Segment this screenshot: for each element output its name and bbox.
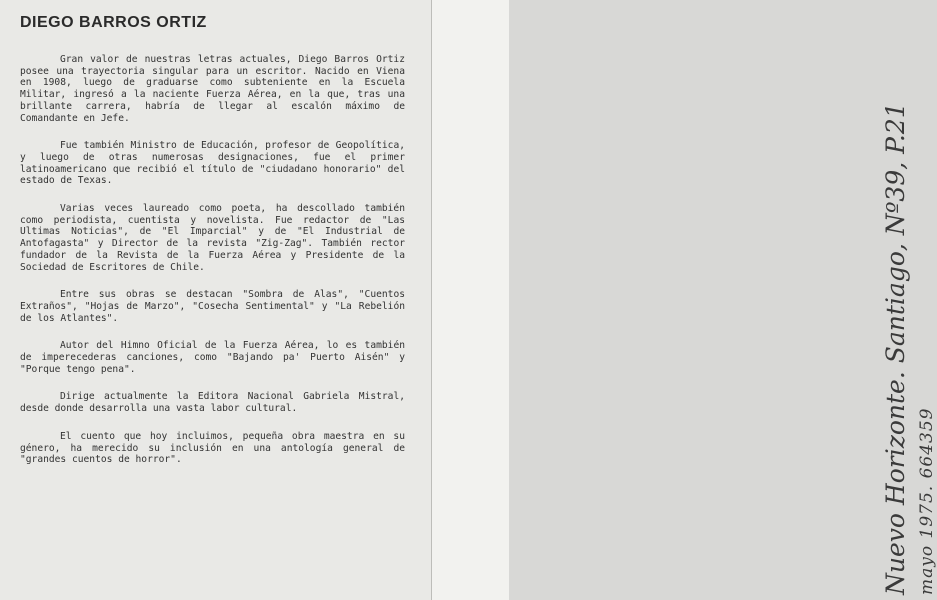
newspaper-clipping [0,0,432,600]
handwritten-source-note: Nuevo Horizonte. Santiago, Nº39, P.21 [881,102,910,595]
paragraph-works: Entre sus obras se destacan "Sombra de Alas", "Cuentos Extraños", "Hojas de Marzo", "Cosecha Sentimental" y "La Rebelión de los Atlantes". [20,289,405,324]
paragraph-journalism: Varias veces laureado como poeta, ha descollado también como periodista, cuentista y novelista. Fue redactor de "Las Ultimas Noticias", de "El Imparcial" y de "El Industrial de Antofagasta" y Director de la revista "Zig-Zag". También rector fundador de la Revista de la Fuerza Aérea y Presidente de la Sociedad de Escritores de Chile. [20,203,405,273]
handwritten-date-note: mayo 1975. 664359 [917,407,937,595]
paragraph-anthem: Autor del Himno Oficial de la Fuerza Aérea, lo es también de imperecederas canciones, como "Bajando pa' Puerto Aisén" y "Porque tengo pena". [20,340,405,375]
paragraph-career: Fue también Ministro de Educación, profesor de Geopolítica, y luego de otras numerosas designaciones, fue el primer latinoamericano que recibió el título de "ciudadano honorario" del estado de Texas. [20,140,405,187]
paragraph-story: El cuento que hoy incluimos, pequeña obra maestra en su género, ha merecido su inclusión en una antología general de "grandes cuentos de horror". [20,430,405,466]
paragraph-biography: Gran valor de nuestras letras actuales, Diego Barros Ortiz posee una trayectoria singular para un escritor. Nacido en Viena en 1908, luego de graduarse como subteniente en la Escuela Militar, ingresó a la naciente Fuerza Aérea, en la que, tras una brillante carrera, habría de llegar al escalón máximo de Comandante en Jefe. [20,54,405,124]
handwritten-margin [432,0,937,600]
article-title: DIEGO BARROS ORTIZ [20,14,207,31]
article-body [20,54,405,482]
paragraph-editora: Dirige actualmente la Editora Nacional Gabriela Mistral, desde donde desarrolla una vasta labor cultural. [20,391,405,415]
